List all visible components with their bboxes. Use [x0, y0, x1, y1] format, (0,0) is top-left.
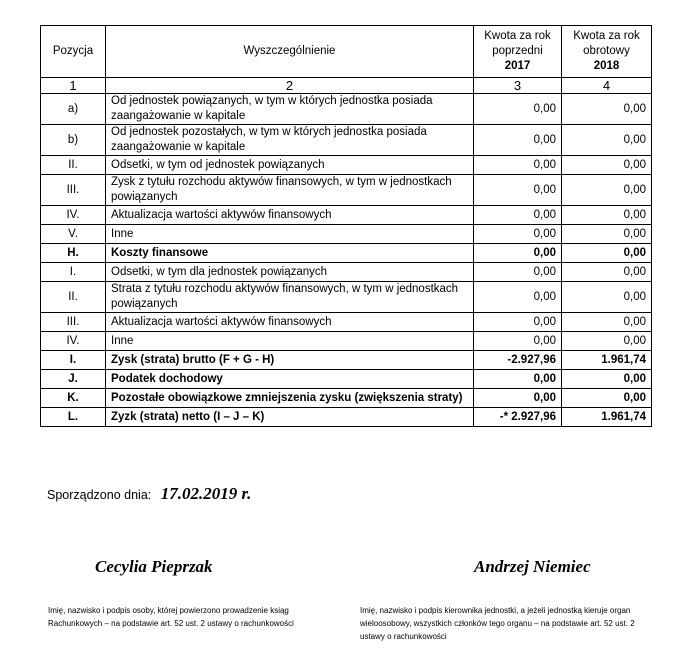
- table-row: [41, 244, 652, 263]
- row-curr-value: 0,00: [562, 263, 652, 282]
- table-row: [41, 94, 652, 125]
- row-description: Od jednostek powiązanych, w tym w których jednostka posiada zaangażowanie w kapitale: [106, 94, 474, 125]
- row-curr-value: 0,00: [562, 206, 652, 225]
- row-description: Od jednostek pozostałych, w tym w których jednostka posiada zaangażowanie w kapitale: [106, 125, 474, 156]
- row-position: III.: [41, 175, 106, 206]
- table-row: [41, 408, 652, 427]
- row-description: Odsetki, w tym dla jednostek powiązanych: [106, 263, 474, 282]
- column-number: 2: [106, 78, 474, 94]
- row-curr-value: 0,00: [562, 125, 652, 156]
- row-position: II.: [41, 282, 106, 313]
- signer2-caption: Imię, nazwisko i podpis kierownika jednostki, a jeżeli jednostką kieruje organ wieloosobowy, wszystkich członków tego organu – na podstawie art. 52 ust. 2 ustawy o rachunkowości: [360, 606, 635, 641]
- column-number-row: [41, 78, 652, 94]
- table-row: [41, 332, 652, 351]
- row-curr-value: 0,00: [562, 313, 652, 332]
- row-prev-value: 0,00: [474, 156, 562, 175]
- table-row: [41, 125, 652, 156]
- row-curr-value: 0,00: [562, 282, 652, 313]
- row-position: L.: [41, 408, 106, 427]
- row-description: Zysk (strata) brutto (F + G - H): [106, 351, 474, 370]
- row-position: V.: [41, 225, 106, 244]
- row-prev-value: 0,00: [474, 282, 562, 313]
- row-curr-value: 0,00: [562, 225, 652, 244]
- table-row: [41, 225, 652, 244]
- table-row: [41, 389, 652, 408]
- header-prev-year: [474, 26, 562, 78]
- row-position: II.: [41, 156, 106, 175]
- table-body: [41, 94, 652, 427]
- row-prev-value: 0,00: [474, 225, 562, 244]
- row-curr-value: 0,00: [562, 332, 652, 351]
- row-prev-value: 0,00: [474, 125, 562, 156]
- row-curr-value: 0,00: [562, 370, 652, 389]
- row-description: Strata z tytułu rozchodu aktywów finansowych, w tym w jednostkach powiązanych: [106, 282, 474, 313]
- sporzadzono-line: [47, 484, 251, 504]
- row-curr-value: 0,00: [562, 389, 652, 408]
- row-curr-value: 0,00: [562, 156, 652, 175]
- row-curr-value: 0,00: [562, 175, 652, 206]
- header-prev-label: Kwota za rok poprzedni: [484, 30, 551, 57]
- financial-table: [40, 25, 652, 427]
- row-position: K.: [41, 389, 106, 408]
- row-description: Aktualizacja wartości aktywów finansowych: [106, 206, 474, 225]
- table-row: [41, 175, 652, 206]
- row-description: Koszty finansowe: [106, 244, 474, 263]
- table-header-row: [41, 26, 652, 78]
- table-row: [41, 313, 652, 332]
- table-row: [41, 156, 652, 175]
- table-row: [41, 206, 652, 225]
- row-curr-value: 0,00: [562, 244, 652, 263]
- row-description: Pozostałe obowiązkowe zmniejszenia zysku (zwiększenia straty): [106, 389, 474, 408]
- row-position: I.: [41, 351, 106, 370]
- row-position: a): [41, 94, 106, 125]
- signer2-name: Andrzej Niemiec: [474, 557, 591, 576]
- row-prev-value: 0,00: [474, 244, 562, 263]
- row-prev-value: 0,00: [474, 332, 562, 351]
- row-position: H.: [41, 244, 106, 263]
- header-prev-year-value: 2017: [504, 60, 531, 72]
- row-position: I.: [41, 263, 106, 282]
- row-description: Inne: [106, 332, 474, 351]
- column-number: 1: [41, 78, 106, 94]
- column-number: 4: [562, 78, 652, 94]
- row-curr-value: 0,00: [562, 94, 652, 125]
- header-curr-year: [562, 26, 652, 78]
- row-curr-value: 1.961,74: [562, 408, 652, 427]
- row-position: IV.: [41, 332, 106, 351]
- sporzadzono-date: 17.02.2019 r.: [160, 484, 252, 503]
- header-pozycja: Pozycja: [41, 26, 106, 78]
- row-prev-value: -* 2.927,96: [474, 408, 562, 427]
- row-description: Podatek dochodowy: [106, 370, 474, 389]
- row-prev-value: 0,00: [474, 370, 562, 389]
- header-curr-year-value: 2018: [593, 60, 620, 72]
- header-wyszczegolnienie: Wyszczególnienie: [106, 26, 474, 78]
- row-description: Zysk z tytułu rozchodu aktywów finansowych, w tym w jednostkach powiązanych: [106, 175, 474, 206]
- row-position: J.: [41, 370, 106, 389]
- signer1-caption: Imię, nazwisko i podpis osoby, której powierzono prowadzenie ksiąg Rachunkowych – na podstawie art. 52 ust. 2 ustawy o rachunkowości: [48, 606, 294, 628]
- table-row: [41, 351, 652, 370]
- sporzadzono-label: Sporządzono dnia:: [47, 488, 152, 502]
- row-prev-value: 0,00: [474, 263, 562, 282]
- row-prev-value: 0,00: [474, 206, 562, 225]
- row-curr-value: 1.961,74: [562, 351, 652, 370]
- row-prev-value: 0,00: [474, 313, 562, 332]
- table-row: [41, 370, 652, 389]
- header-curr-label: Kwota za rok obrotowy: [573, 30, 640, 57]
- row-description: Odsetki, w tym od jednostek powiązanych: [106, 156, 474, 175]
- row-description: Zyzk (strata) netto (I – J – K): [106, 408, 474, 427]
- column-number: 3: [474, 78, 562, 94]
- row-prev-value: 0,00: [474, 389, 562, 408]
- signer1-name: Cecylia Pieprzak: [95, 557, 213, 576]
- row-description: Aktualizacja wartości aktywów finansowych: [106, 313, 474, 332]
- row-position: IV.: [41, 206, 106, 225]
- row-prev-value: 0,00: [474, 94, 562, 125]
- table-row: [41, 282, 652, 313]
- row-description: Inne: [106, 225, 474, 244]
- row-position: b): [41, 125, 106, 156]
- row-prev-value: 0,00: [474, 175, 562, 206]
- table-row: [41, 263, 652, 282]
- row-prev-value: -2.927,96: [474, 351, 562, 370]
- row-position: III.: [41, 313, 106, 332]
